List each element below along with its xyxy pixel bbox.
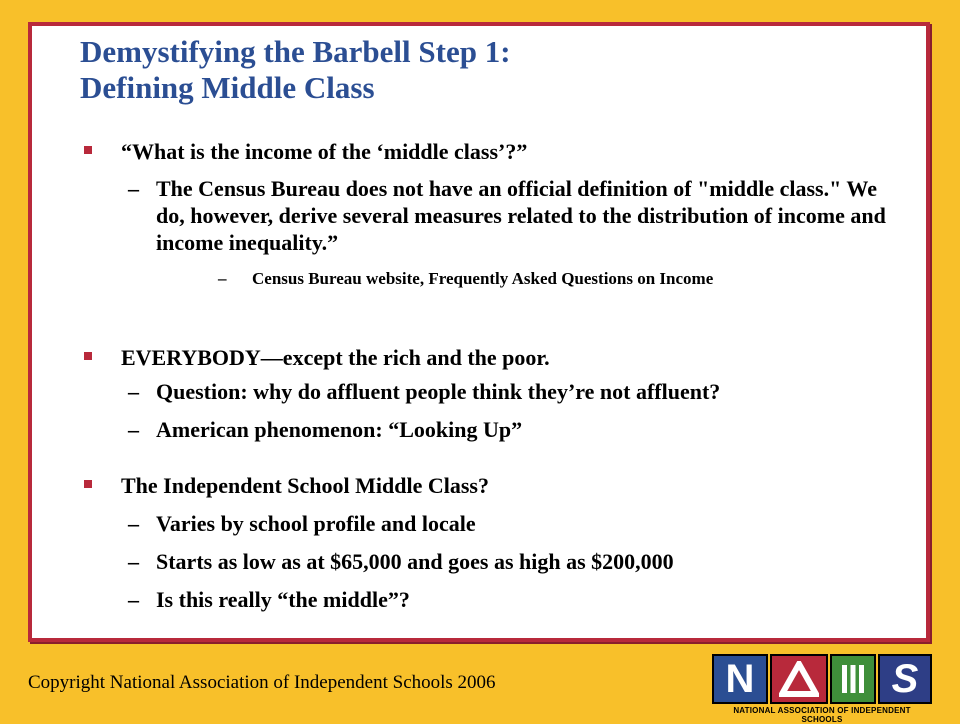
source-citation <box>218 268 818 290</box>
title-line-2: Defining Middle Class <box>80 70 375 105</box>
bullet-item <box>84 344 550 371</box>
sub-bullet-text: Varies by school profile and locale <box>156 511 476 536</box>
sub-bullet-text: The Census Bureau does not have an official definition of "middle class." We do, however, derive several measures related to the distribution of income and income inequality.” <box>156 176 886 255</box>
sub-bullet-item <box>128 378 908 405</box>
sub-bullet-text: Starts as low as at $65,000 and goes as high as $200,000 <box>156 549 674 574</box>
bullet-marker <box>84 146 92 154</box>
logo-tile-i <box>830 654 876 704</box>
bullet-text: The Independent School Middle Class? <box>121 473 489 498</box>
bullet-text: EVERYBODY—except the rich and the poor. <box>121 345 550 370</box>
dash-marker: – <box>128 549 139 574</box>
triangle-icon <box>779 661 819 697</box>
bullet-marker <box>84 352 92 360</box>
nais-logo <box>712 654 932 724</box>
triple-bar-icon <box>838 661 868 697</box>
source-text: Census Bureau website, Frequently Asked Questions on Income <box>252 269 714 288</box>
dash-marker: – <box>218 269 227 288</box>
logo-tile-s: S <box>878 654 932 704</box>
sub-bullet-item <box>128 175 908 256</box>
dash-marker: – <box>128 511 139 536</box>
sub-bullet-item <box>128 416 908 443</box>
title-line-1: Demystifying the Barbell Step 1: <box>80 34 511 69</box>
slide-panel <box>28 22 930 642</box>
sub-bullet-item <box>128 510 908 537</box>
sub-bullet-item <box>128 548 908 575</box>
dash-marker: – <box>128 176 139 201</box>
copyright-text: Copyright National Association of Independent Schools 2006 <box>28 672 496 693</box>
logo-tile-n: N <box>712 654 768 704</box>
dash-marker: – <box>128 587 139 612</box>
sub-bullet-item <box>128 586 908 613</box>
sub-bullet-text: American phenomenon: “Looking Up” <box>156 417 523 442</box>
bullet-item <box>84 472 489 499</box>
dash-marker: – <box>128 417 139 442</box>
bullet-item <box>84 138 527 165</box>
sub-bullet-text: Question: why do affluent people think they’re not affluent? <box>156 379 721 404</box>
logo-tile-a <box>770 654 828 704</box>
slide-title <box>80 34 511 106</box>
sub-bullet-text: Is this really “the middle”? <box>156 587 410 612</box>
bullet-marker <box>84 480 92 488</box>
logo-caption: NATIONAL ASSOCIATION OF INDEPENDENT SCHOOLS <box>733 706 911 724</box>
dash-marker: – <box>128 379 139 404</box>
bullet-text: “What is the income of the ‘middle class’?” <box>121 139 528 164</box>
